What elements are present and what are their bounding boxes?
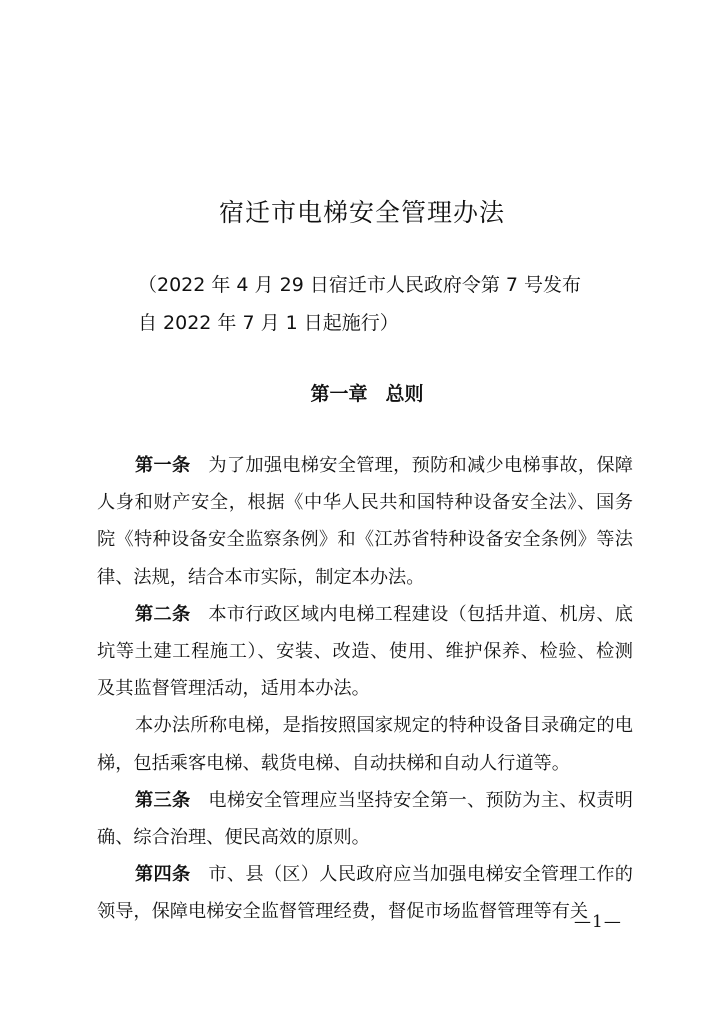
document-body	[97, 447, 633, 931]
article-label: 第四条	[135, 864, 191, 886]
page-number: —1—	[574, 912, 622, 932]
article-2	[97, 596, 633, 708]
article-text: 本办法所称电梯，是指按照国家规定的特种设备目录确定的电梯，包括乘客电梯、载货电梯、自动扶梯和自动人行道等。	[97, 715, 633, 774]
chapter-number: 第一章	[310, 383, 368, 405]
article-text: 为了加强电梯安全管理，预防和减少电梯事故，保障人身和财产安全，根据《中华人民共和国特种设备安全法》、国务院《特种设备安全监察条例》和《江苏省特种设备安全条例》等法律、法规，结合本市实际，制定本办法。	[97, 455, 633, 588]
article-label: 第一条	[135, 455, 191, 476]
article-text: 电梯安全管理应当坚持安全第一、预防为主、权责明确、综合治理、便民高效的原则。	[97, 789, 633, 849]
article-text: 市、县（区）人民政府应当加强电梯安全管理工作的领导，保障电梯安全监督管理经费，督促市场监督管理等有关	[97, 864, 633, 923]
chapter-name: 总则	[385, 383, 424, 405]
article-label: 第二条	[135, 603, 191, 625]
publication-note-line2: 自 2022 年 7 月 1 日起施行）	[138, 312, 399, 334]
article-4	[97, 856, 633, 930]
article-text: 本市行政区域内电梯工程建设（包括井道、机房、底坑等土建工程施工）、安装、改造、使用、维护保养、检验、检测及其监督管理活动，适用本办法。	[97, 603, 633, 700]
article-1	[97, 447, 633, 596]
publication-note-line1: （2022 年 4 月 29 日宿迁市人民政府令第 7 号发布	[138, 274, 581, 296]
chapter-heading	[0, 379, 724, 406]
article-3	[97, 782, 633, 856]
document-title: 宿迁市电梯安全管理办法	[218, 198, 505, 227]
article-label: 第三条	[135, 789, 191, 811]
article-2-paragraph-2	[97, 707, 633, 781]
